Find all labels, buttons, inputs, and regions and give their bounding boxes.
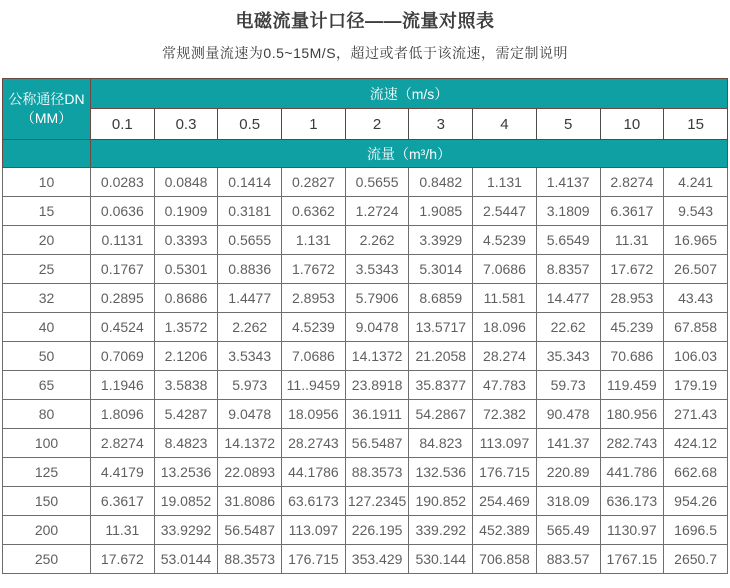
flow-value-cell: 0.4524	[91, 313, 155, 342]
table-row	[3, 197, 728, 226]
flow-value-cell: 0.5655	[345, 168, 409, 197]
page-title: 电磁流量计口径——流量对照表	[235, 11, 495, 31]
flow-value-cell: 9.0478	[345, 313, 409, 342]
flow-value-cell: 0.1414	[218, 168, 282, 197]
flow-value-cell: 8.4823	[154, 429, 218, 458]
dn-cell: 40	[3, 313, 91, 342]
flow-value-cell: 59.73	[536, 371, 600, 400]
velocity-value-cell: 0.5	[218, 109, 282, 140]
table-row	[3, 226, 728, 255]
flow-value-cell: 90.478	[536, 400, 600, 429]
dn-cell: 125	[3, 458, 91, 487]
flow-value-cell: 0.3393	[154, 226, 218, 255]
flow-value-cell: 2.8953	[282, 284, 346, 313]
flow-value-cell: 21.2058	[409, 342, 473, 371]
flow-value-cell: 72.382	[473, 400, 537, 429]
flow-value-cell: 63.6173	[282, 487, 346, 516]
flow-value-cell: 35.8377	[409, 371, 473, 400]
table-row	[3, 458, 728, 487]
flow-value-cell: 2.8274	[600, 168, 664, 197]
flow-value-cell: 0.0848	[154, 168, 218, 197]
velocity-value-cell: 4	[473, 109, 537, 140]
table-row	[3, 371, 728, 400]
flow-value-cell: 22.0893	[218, 458, 282, 487]
flow-value-cell: 56.5487	[345, 429, 409, 458]
flow-value-cell: 70.686	[600, 342, 664, 371]
flow-value-cell: 33.9292	[154, 516, 218, 545]
velocity-value-cell: 3	[409, 109, 473, 140]
flow-value-cell: 113.097	[473, 429, 537, 458]
flow-value-cell: 176.715	[473, 458, 537, 487]
flow-value-cell: 0.1909	[154, 197, 218, 226]
flow-value-cell: 318.09	[536, 487, 600, 516]
flow-value-cell: 0.5655	[218, 226, 282, 255]
flow-value-cell: 954.26	[664, 487, 728, 516]
flow-value-cell: 53.0144	[154, 545, 218, 574]
corner-header-line1: 公称通径DN	[8, 91, 85, 108]
flow-value-cell: 4.5239	[473, 226, 537, 255]
flow-value-cell: 1.131	[473, 168, 537, 197]
flow-value-cell: 0.0283	[91, 168, 155, 197]
flow-value-cell: 7.0686	[473, 255, 537, 284]
flow-value-cell: 23.8918	[345, 371, 409, 400]
flow-value-cell: 88.3573	[218, 545, 282, 574]
flow-value-cell: 636.173	[600, 487, 664, 516]
dn-cell: 150	[3, 487, 91, 516]
dn-cell: 20	[3, 226, 91, 255]
flow-value-cell: 176.715	[282, 545, 346, 574]
flow-value-cell: 28.274	[473, 342, 537, 371]
flow-value-cell: 28.2743	[282, 429, 346, 458]
flow-value-cell: 4.5239	[282, 313, 346, 342]
flow-value-cell: 17.672	[600, 255, 664, 284]
flow-value-cell: 5.6549	[536, 226, 600, 255]
flow-value-cell: 1.7672	[282, 255, 346, 284]
table-row	[3, 429, 728, 458]
flow-value-cell: 88.3573	[345, 458, 409, 487]
flow-value-cell: 1.9085	[409, 197, 473, 226]
flow-value-cell: 9.543	[664, 197, 728, 226]
flow-value-cell: 1.4477	[218, 284, 282, 313]
velocity-value-cell: 2	[345, 109, 409, 140]
flow-value-cell: 5.4287	[154, 400, 218, 429]
flow-value-cell: 0.2895	[91, 284, 155, 313]
flow-value-cell: 3.3929	[409, 226, 473, 255]
flow-value-cell: 220.89	[536, 458, 600, 487]
table-row	[3, 313, 728, 342]
flow-value-cell: 84.823	[409, 429, 473, 458]
flow-value-cell: 4.241	[664, 168, 728, 197]
flow-value-cell: 883.57	[536, 545, 600, 574]
flow-value-cell: 5.3014	[409, 255, 473, 284]
flow-header-row	[3, 140, 728, 168]
flow-value-cell: 2.262	[218, 313, 282, 342]
flow-value-cell: 11.31	[91, 516, 155, 545]
flow-value-cell: 1.131	[282, 226, 346, 255]
flow-value-cell: 2.5447	[473, 197, 537, 226]
corner-header-dn	[3, 79, 91, 140]
flow-value-cell: 4.4179	[91, 458, 155, 487]
table-row	[3, 516, 728, 545]
flow-value-cell: 1.1946	[91, 371, 155, 400]
velocity-value-cell: 1	[282, 109, 346, 140]
flow-value-cell: 8.8357	[536, 255, 600, 284]
velocity-header: 流速（m/s）	[91, 79, 728, 109]
flow-table-body	[3, 168, 728, 574]
velocity-header-row	[3, 79, 728, 109]
flow-value-cell: 3.5343	[218, 342, 282, 371]
flow-value-cell: 13.5717	[409, 313, 473, 342]
flow-value-cell: 11.31	[600, 226, 664, 255]
page-subtitle: 常规测量流速为0.5~15M/S，超过或者低于该流速，需定制说明	[161, 45, 569, 61]
flow-value-cell: 179.19	[664, 371, 728, 400]
flow-value-cell: 1767.15	[600, 545, 664, 574]
flow-value-cell: 43.43	[664, 284, 728, 313]
dn-cell: 15	[3, 197, 91, 226]
flow-value-cell: 565.49	[536, 516, 600, 545]
flow-comparison-table	[2, 78, 728, 574]
flow-value-cell: 56.5487	[218, 516, 282, 545]
flow-value-cell: 54.2867	[409, 400, 473, 429]
table-row	[3, 487, 728, 516]
flow-value-cell: 0.8482	[409, 168, 473, 197]
flow-header-corner-cell	[3, 140, 91, 168]
flow-value-cell: 11.581	[473, 284, 537, 313]
flow-value-cell: 31.8086	[218, 487, 282, 516]
flow-value-cell: 0.1767	[91, 255, 155, 284]
velocity-value-cell: 0.3	[154, 109, 218, 140]
flow-value-cell: 353.429	[345, 545, 409, 574]
flow-value-cell: 2.262	[345, 226, 409, 255]
flow-value-cell: 14.1372	[345, 342, 409, 371]
table-row	[3, 255, 728, 284]
flow-value-cell: 1130.97	[600, 516, 664, 545]
dn-cell: 65	[3, 371, 91, 400]
flow-value-cell: 6.3617	[91, 487, 155, 516]
flow-value-cell: 662.68	[664, 458, 728, 487]
flow-value-cell: 424.12	[664, 429, 728, 458]
flow-value-cell: 3.1809	[536, 197, 600, 226]
flow-value-cell: 0.8836	[218, 255, 282, 284]
flow-value-cell: 2.8274	[91, 429, 155, 458]
flow-value-cell: 47.783	[473, 371, 537, 400]
flow-value-cell: 5.973	[218, 371, 282, 400]
flow-value-cell: 127.2345	[345, 487, 409, 516]
flow-value-cell: 0.0636	[91, 197, 155, 226]
table-row	[3, 342, 728, 371]
flow-value-cell: 8.6859	[409, 284, 473, 313]
flow-value-cell: 106.03	[664, 342, 728, 371]
dn-cell: 80	[3, 400, 91, 429]
corner-header-line2: （MM）	[20, 110, 73, 126]
dn-cell: 200	[3, 516, 91, 545]
flow-value-cell: 1.4137	[536, 168, 600, 197]
flow-value-cell: 35.343	[536, 342, 600, 371]
table-row	[3, 284, 728, 313]
flow-value-cell: 0.5301	[154, 255, 218, 284]
flow-value-cell: 1.2724	[345, 197, 409, 226]
flow-value-cell: 5.7906	[345, 284, 409, 313]
table-row	[3, 545, 728, 574]
flow-value-cell: 282.743	[600, 429, 664, 458]
velocity-value-cell: 0.1	[91, 109, 155, 140]
table-row	[3, 400, 728, 429]
flow-value-cell: 530.144	[409, 545, 473, 574]
flow-value-cell: 11..9459	[282, 371, 346, 400]
flow-value-cell: 180.956	[600, 400, 664, 429]
table-row	[3, 168, 728, 197]
flow-value-cell: 36.1911	[345, 400, 409, 429]
flow-value-cell: 13.2536	[154, 458, 218, 487]
flow-value-cell: 0.3181	[218, 197, 282, 226]
flow-value-cell: 226.195	[345, 516, 409, 545]
flow-value-cell: 0.8686	[154, 284, 218, 313]
flow-value-cell: 254.469	[473, 487, 537, 516]
flow-value-cell: 141.37	[536, 429, 600, 458]
flow-value-cell: 3.5343	[345, 255, 409, 284]
flow-value-cell: 17.672	[91, 545, 155, 574]
dn-cell: 250	[3, 545, 91, 574]
flow-value-cell: 18.096	[473, 313, 537, 342]
flow-value-cell: 1696.5	[664, 516, 728, 545]
flow-value-cell: 271.43	[664, 400, 728, 429]
flow-value-cell: 14.1372	[218, 429, 282, 458]
velocity-value-cell: 15	[664, 109, 728, 140]
flow-value-cell: 28.953	[600, 284, 664, 313]
flow-value-cell: 16.965	[664, 226, 728, 255]
flow-value-cell: 9.0478	[218, 400, 282, 429]
flow-value-cell: 1.3572	[154, 313, 218, 342]
flow-value-cell: 113.097	[282, 516, 346, 545]
flow-value-cell: 14.477	[536, 284, 600, 313]
velocity-value-cell: 5	[536, 109, 600, 140]
flow-value-cell: 18.0956	[282, 400, 346, 429]
dn-cell: 32	[3, 284, 91, 313]
flow-value-cell: 441.786	[600, 458, 664, 487]
flow-value-cell: 190.852	[409, 487, 473, 516]
flow-value-cell: 0.1131	[91, 226, 155, 255]
dn-cell: 10	[3, 168, 91, 197]
flow-value-cell: 6.3617	[600, 197, 664, 226]
flow-value-cell: 119.459	[600, 371, 664, 400]
velocity-values-row	[3, 109, 728, 140]
velocity-value-cell: 10	[600, 109, 664, 140]
flow-value-cell: 7.0686	[282, 342, 346, 371]
flow-value-cell: 0.6362	[282, 197, 346, 226]
dn-cell: 25	[3, 255, 91, 284]
flow-value-cell: 2.1206	[154, 342, 218, 371]
flow-value-cell: 339.292	[409, 516, 473, 545]
flow-value-cell: 706.858	[473, 545, 537, 574]
flow-value-cell: 45.239	[600, 313, 664, 342]
flow-value-cell: 3.5838	[154, 371, 218, 400]
flow-value-cell: 1.8096	[91, 400, 155, 429]
flow-value-cell: 67.858	[664, 313, 728, 342]
flow-header: 流量（m³/h）	[91, 140, 728, 168]
flow-value-cell: 26.507	[664, 255, 728, 284]
flow-value-cell: 19.0852	[154, 487, 218, 516]
flow-value-cell: 0.2827	[282, 168, 346, 197]
flow-value-cell: 132.536	[409, 458, 473, 487]
dn-cell: 50	[3, 342, 91, 371]
flow-value-cell: 452.389	[473, 516, 537, 545]
flow-value-cell: 2650.7	[664, 545, 728, 574]
flow-value-cell: 0.7069	[91, 342, 155, 371]
dn-cell: 100	[3, 429, 91, 458]
flow-value-cell: 22.62	[536, 313, 600, 342]
flow-value-cell: 44.1786	[282, 458, 346, 487]
